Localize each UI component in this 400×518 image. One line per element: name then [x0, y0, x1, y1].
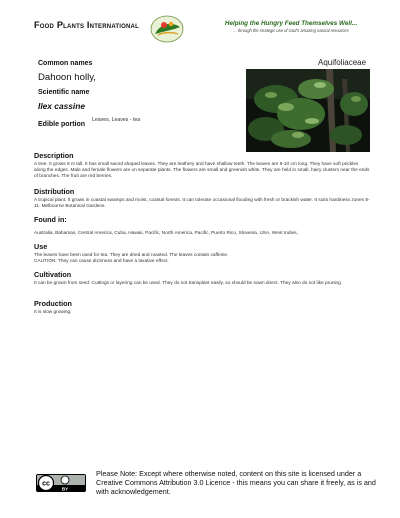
description-heading: Description	[34, 151, 74, 160]
production-text: It is slow growing.	[34, 310, 72, 315]
edible-portion-label: Edible portion	[38, 121, 86, 128]
plant-family: Aquifoliaceae	[318, 58, 367, 67]
by-badge-text: BY	[61, 486, 69, 492]
cultivation-text: It can be grown from seed. Cuttings or layering can be used. They do not transplant easily, so should be sown direct. They also do not like pruning.	[34, 281, 343, 286]
use-caution-text: CAUTION: They can cause dizziness and have a laxative effect.	[34, 259, 169, 264]
distribution-heading: Distribution	[34, 187, 75, 196]
plant-photo	[246, 69, 370, 152]
common-name-value: Dahoon holly,	[38, 72, 96, 83]
description-text: A tree. It grows 8 m tall. It has small sword shaped leaves. They are leathery and have shallow teeth. The leaves are 8-10 cm long. They have soft prickles along the edges. Male and female flowers are on separate plants. The flowers are small and greenish white. They are held in small, hairy clusters near the ends of branches. The fruit are red berries.	[34, 162, 370, 179]
creative-commons-badge-icon	[36, 474, 86, 492]
site-title	[34, 20, 139, 30]
cultivation-heading: Cultivation	[34, 270, 72, 279]
tagline-main: Helping the Hungry Feed Themselves Well...	[224, 20, 358, 27]
tagline-sub: ... through the strategic use of God's amazing natural resources	[233, 28, 349, 33]
found-in-text: Australia, Bahamas, Central America, Cuba, Hawaii, Pacific, North America, Pacific, Puerto Rico, Slovenia, USA, West Indies,	[34, 231, 298, 236]
food-plants-logo	[149, 13, 185, 45]
production-heading: Production	[34, 299, 72, 308]
common-names-label: Common names	[38, 60, 93, 67]
tagline	[202, 20, 380, 33]
found-in-heading: Found in:	[34, 215, 67, 224]
edible-portion-value: Leaves, Leaves - tea	[92, 117, 141, 123]
cc-badge-text: cc	[42, 480, 50, 488]
scientific-name-value: Ilex cassine	[38, 101, 86, 111]
distribution-text: A tropical plant. It grows in coastal swamps and moist, coastal forests. It can tolerate occasional flooding with fresh or brackish water. It suits hardiness zones 8-11. Melbourne Botanical Gardens.	[34, 198, 370, 209]
site-title-text: Food Plants International	[34, 20, 139, 30]
scientific-name-label: Scientific name	[38, 89, 90, 96]
license-note: Please Note: Except where otherwise noted, content on this site is licensed under a Creative Commons Attribution 3.0 Licence - this means you can share it freely, as is and with acknowledgement.	[96, 469, 376, 497]
use-text: The leaves have been used for tea. They are dried and roasted. The leaves contain caffeine.	[34, 253, 229, 258]
use-heading: Use	[34, 242, 48, 251]
